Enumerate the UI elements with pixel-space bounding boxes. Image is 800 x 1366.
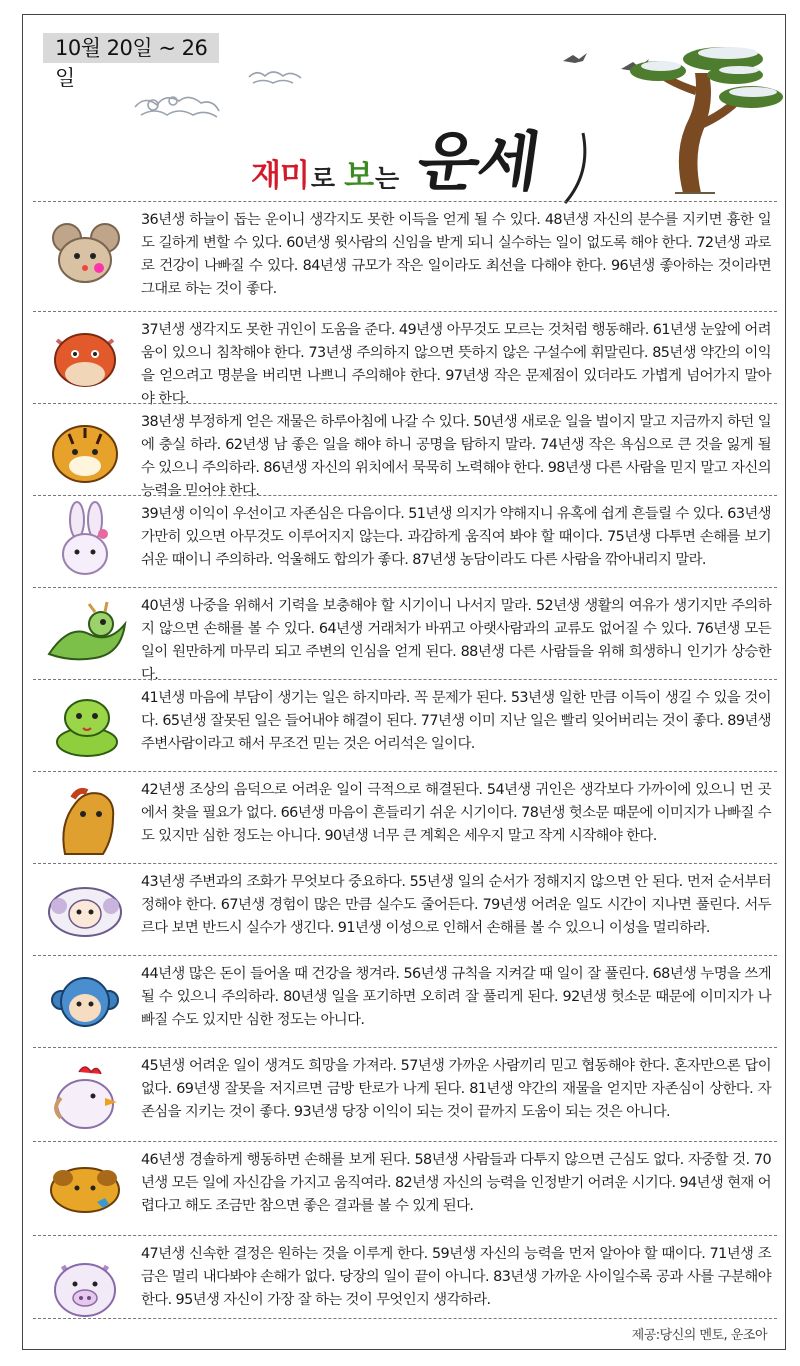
fortune-row-rooster	[33, 1047, 777, 1141]
pig-icon	[39, 1246, 131, 1326]
fortune-row-ox	[33, 311, 777, 407]
fortune-text: 45년생 어려운 일이 생겨도 희망을 가져라. 57년생 가까운 사람끼리 믿고 협동해야 한다. 혼자만으론 답이 없다. 69년생 잘못을 저지르면 금방 탄로가 나게 된다. 81년생 약간의 재물을 얻지만 자존심이 상한다. 자존심을 지키는 것이 좋다. 93년생 당장 이익이 되는 것이 끝까지 도움이 되는 것은 아니다.	[141, 1058, 771, 1120]
fortune-text: 38년생 부정하게 얻은 재물은 하루아침에 나갈 수 있다. 50년생 새로운 일을 벌이지 말고 지금까지 하던 일에 충실 하라. 62년생 남 좋은 일을 해야 하니 공명을 탐하지 말라. 74년생 작은 욕심으로 큰 것을 잃게 될 수 있으니 주의하라. 86년생 자신의 위치에서 묵묵히 노력해야 한다. 98년생 다른 사람을 믿지 말고 자신의 능력을 믿어야 한다.	[141, 414, 771, 499]
title-ro: 로	[310, 164, 335, 193]
fortune-row-rat	[33, 201, 777, 299]
cloud-icon	[135, 72, 301, 117]
fortune-text: 47년생 신속한 결정은 원하는 것을 이루게 한다. 59년생 자신의 능력을 먼저 알아야 할 때이다. 71년생 조금은 멀리 내다봐야 손해가 없다. 당장의 일이 끝이 아니다. 83년생 가까운 사이일수록 공과 사를 구분해야 한다. 95년생 자신이 가장 잘 하는 것이 무엇인지 생각하라.	[141, 1246, 771, 1308]
rat-icon	[39, 212, 131, 292]
fortune-row-sheep	[33, 863, 777, 955]
page-title	[251, 115, 544, 200]
fortune-row-horse	[33, 771, 777, 863]
rabbit-icon	[39, 500, 131, 580]
title-fun: 재미	[251, 158, 309, 194]
credit-line: 제공:당신의 멘토, 운조아	[631, 1328, 767, 1343]
dragon-icon	[39, 594, 131, 674]
rooster-icon	[39, 1058, 131, 1138]
fortune-row-monkey	[33, 955, 777, 1047]
sheep-icon	[39, 872, 131, 952]
fortune-row-tiger	[33, 403, 777, 499]
snake-icon	[39, 686, 131, 766]
title-see: 보	[344, 158, 374, 194]
title-neun: 는	[375, 164, 399, 193]
title-fortune: 운세	[412, 125, 544, 200]
fortune-text: 43년생 주변과의 조화가 무엇보다 중요하다. 55년생 일의 순서가 정해지지 않으면 안 된다. 먼저 순서부터 정해야 한다. 67년생 경험이 많은 만큼 실수도 줄어든다. 79년생 어려운 일도 시간이 지나면 풀린다. 서두르다 보면 반드시 실수가 생긴다. 91년생 이성으로 인해서 손해를 볼 수 있으니 이성을 멀리하라.	[141, 874, 771, 936]
fortune-page	[22, 14, 786, 1350]
bottom-divider	[33, 1318, 777, 1319]
fortune-text: 40년생 나중을 위해서 기력을 보충해야 할 시기이니 나서지 말라. 52년생 생활의 여유가 생기지만 주의하지 않으면 손해를 볼 수 있다. 64년생 거래처가 바뀌고 아랫사람과의 교류도 없어질 수 있다. 76년생 모든 일이 원만하게 마무리 되고 주변의 인심을 얻게 된다. 88년생 다른 사람들을 위해 희생하니 인기가 상승한다.	[141, 598, 771, 683]
date-range: 10월 20일 ~ 26일	[43, 33, 219, 63]
fortune-row-dog	[33, 1141, 777, 1235]
ox-icon	[39, 320, 131, 400]
fortune-text: 46년생 경솔하게 행동하면 손해를 보게 된다. 58년생 사람들과 다투지 않으면 근심도 없다. 자중할 것. 70년생 모든 일에 자신감을 가지고 움직여라. 82년생 자신의 능력을 인정받기 어려운 시기다. 94년생 현재 어렵다고 해도 조금만 참으면 좋은 결과를 볼 수 있게 된다.	[141, 1152, 771, 1214]
fortune-text: 41년생 마음에 부담이 생기는 일은 하지마라. 꼭 문제가 된다. 53년생 일한 만큼 이득이 생길 수 있을 것이다. 65년생 잘못된 일은 들어내야 해결이 된다. 77년생 이미 지난 일은 빨리 잊어버리는 것이 좋다. 89년생 주변사람이라고 해서 무조건 믿는 것은 어리석은 일이다.	[141, 690, 771, 752]
horse-icon	[39, 780, 131, 860]
fortune-row-snake	[33, 679, 777, 771]
fortune-text: 42년생 조상의 음덕으로 어려운 일이 극적으로 해결된다. 54년생 귀인은 생각보다 가까이에 있으니 먼 곳에서 찾을 필요가 없다. 66년생 마음이 흔들리기 쉬운 시기이다. 78년생 헛소문 때문에 이미지가 나빠질 수도 있지만 심한 정도는 아니다. 90년생 너무 큰 계획은 세우지 말고 작게 시작해야 한다.	[141, 782, 772, 844]
fortune-text: 37년생 생각지도 못한 귀인이 도움을 준다. 49년생 아무것도 모르는 것처럼 행동해라. 61년생 눈앞에 어려움이 있으니 침착해야 한다. 73년생 주의하지 않으면 뜻하지 않은 구설수에 휘말린다. 85년생 약간의 이익을 얻으려고 명분을 버리면 나쁘니 주의해야 한다. 97년생 작은 문제점이 있더라도 가볍게 넘어가지 말아야 한다.	[141, 322, 771, 407]
tiger-icon	[39, 414, 131, 494]
dog-icon	[39, 1148, 131, 1228]
monkey-icon	[39, 964, 131, 1044]
pine-tree-icon	[630, 47, 783, 193]
fortune-text: 39년생 이익이 우선이고 자존심은 다음이다. 51년생 의지가 약해지니 유혹에 쉽게 흔들릴 수 있다. 63년생 가만히 있으면 아무것도 이루어지지 않는다. 과감하게 움직여 봐야 할 때이다. 75년생 다투면 손해를 보기 쉬운 때이니 주의하라. 억울해도 합의가 좋다. 87년생 농담이라도 다른 사람을 깎아내리지 말라.	[141, 506, 771, 568]
fortune-row-pig	[33, 1235, 777, 1329]
fortune-text: 36년생 하늘이 돕는 운이니 생각지도 못한 이득을 얻게 될 수 있다. 48년생 자신의 분수를 지키면 흉한 일도 길하게 변할 수 있다. 60년생 윗사람의 신임을 받게 되니 실수하는 일이 없도록 해야 한다. 72년생 과로로 건강이 나빠질 수 있다. 84년생 규모가 작은 일이라도 최선을 다해야 한다. 96년생 좋아하는 것이라면 그대로 하는 것이 좋다.	[141, 212, 771, 297]
fortune-row-dragon	[33, 587, 777, 683]
fortune-text: 44년생 많은 돈이 들어올 때 건강을 챙겨라. 56년생 규칙을 지켜갈 때 일이 잘 풀린다. 68년생 누명을 쓰게 될 수 있으니 주의하라. 80년생 일을 포기하면 오히려 잘 풀리게 된다. 92년생 헛소문 때문에 이미지가 나빠질 수도 있지만 심한 정도는 아니다.	[141, 966, 771, 1028]
fortune-row-rabbit	[33, 495, 777, 587]
